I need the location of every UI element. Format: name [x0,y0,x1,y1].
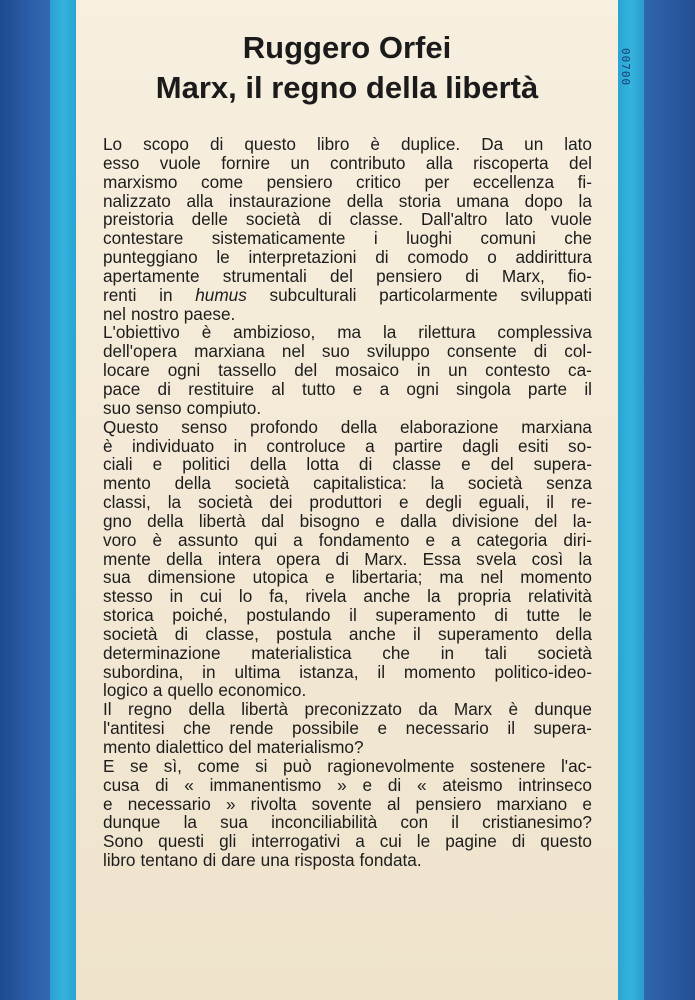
blurb-line: Sono questi gli interrogativi a cui le pagine di questo [103,831,592,852]
blurb-line: punteggiano le interpretazioni di comodo o addirittura [103,247,592,268]
blurb-line: dell'opera marxiana nel suo sviluppo consente di col- [103,341,592,362]
blurb-line: Questo senso profondo della elaborazione marxiana [103,416,592,437]
blurb-line: marxismo come pensiero critico per eccellenza fi- [103,171,592,192]
blurb-line: libro tentano di dare una risposta fondata. [103,850,422,871]
blurb-line: cusa di « immanentismo » e di « ateismo intrinseco [103,774,592,795]
blurb-line: esso vuole fornire un contributo alla riscoperta del [103,152,592,173]
blurb-line: locare ogni tassello del mosaico in un contesto ca- [103,360,592,381]
right-cover-edge [644,0,695,1000]
blurb-line: nalizzato alla instaurazione della storia umana dopo la [103,190,592,211]
blurb-line: storica poiché, postulando il superamento di tutte le [103,605,592,626]
blurb-line: logico a quello economico. [103,680,307,701]
blurb-line: classi, la società dei produttori e degli eguali, il re- [103,492,592,513]
blurb-line: subordina, in ultima istanza, il momento politico-ideo- [103,661,592,682]
left-cover-edge [0,0,50,1000]
blurb-line: sua dimensione utopica e libertaria; ma nel momento [103,567,592,588]
blurb-line: stesso in cui lo fa, rivela anche la propria relatività [103,586,592,607]
blurb-line: suo senso compiuto. [103,397,262,418]
left-cyan-stripe [50,0,76,1000]
blurb-line: Lo scopo di questo libro è duplice. Da un lato [103,134,592,154]
author-name: Ruggero Orfei [242,30,452,65]
blurb-line: nel nostro paese. [103,303,236,324]
blurb-line: società di classe, postula anche il superamento della [103,623,592,644]
blurb-line: L'obiettivo è ambizioso, ma la rilettura complessiva [103,322,592,343]
blurb-line: voro è assunto qui a fondamento e a categoria diri- [103,529,592,550]
blurb-line: renti in humus subculturali particolarmente sviluppati [103,284,592,305]
spine-code: 00700 [619,48,632,87]
blurb-line: determinazione materialistica che in tali società [103,642,592,663]
blurb-line: mento dialettico del materialismo? [103,737,364,757]
blurb-line: è individuato in controluce a partire dagli esiti so- [103,435,592,456]
blurb-line: E se sì, come si può ragionevolmente sostenere l'ac- [103,755,592,776]
blurb-line: dunque la sua inconciliabilità con il cristianesimo? [103,812,592,833]
blurb-line: preistoria delle società di classe. Dall'altro lato vuole [103,209,592,230]
blurb-line: mento della società capitalistica: la società senza [103,473,592,494]
right-cyan-stripe [618,0,644,1000]
blurb-line: ciali e politici della lotta di classe e del supera- [103,454,592,475]
blurb-line: gno della libertà dal bisogno e dalla divisione del la- [103,510,592,531]
blurb-line: contestare sistematicamente i luoghi comuni che [103,228,592,249]
blurb-line: mente della intera opera di Marx. Essa svela così la [103,548,592,569]
blurb-text [103,135,592,870]
blurb-line: apertamente strumentali del pensiero di Marx, fio- [103,265,592,286]
blurb-line: l'antitesi che rende possibile e necessario il supera- [103,718,592,739]
book-title: Marx, il regno della libertà [155,70,539,105]
blurb-line: pace di restituire al tutto e a ogni singola parte il [103,378,592,399]
blurb-line: Il regno della libertà preconizzato da Marx è dunque [103,699,592,720]
blurb-line: e necessario » rivolta sovente al pensiero marxiano e [103,793,592,814]
